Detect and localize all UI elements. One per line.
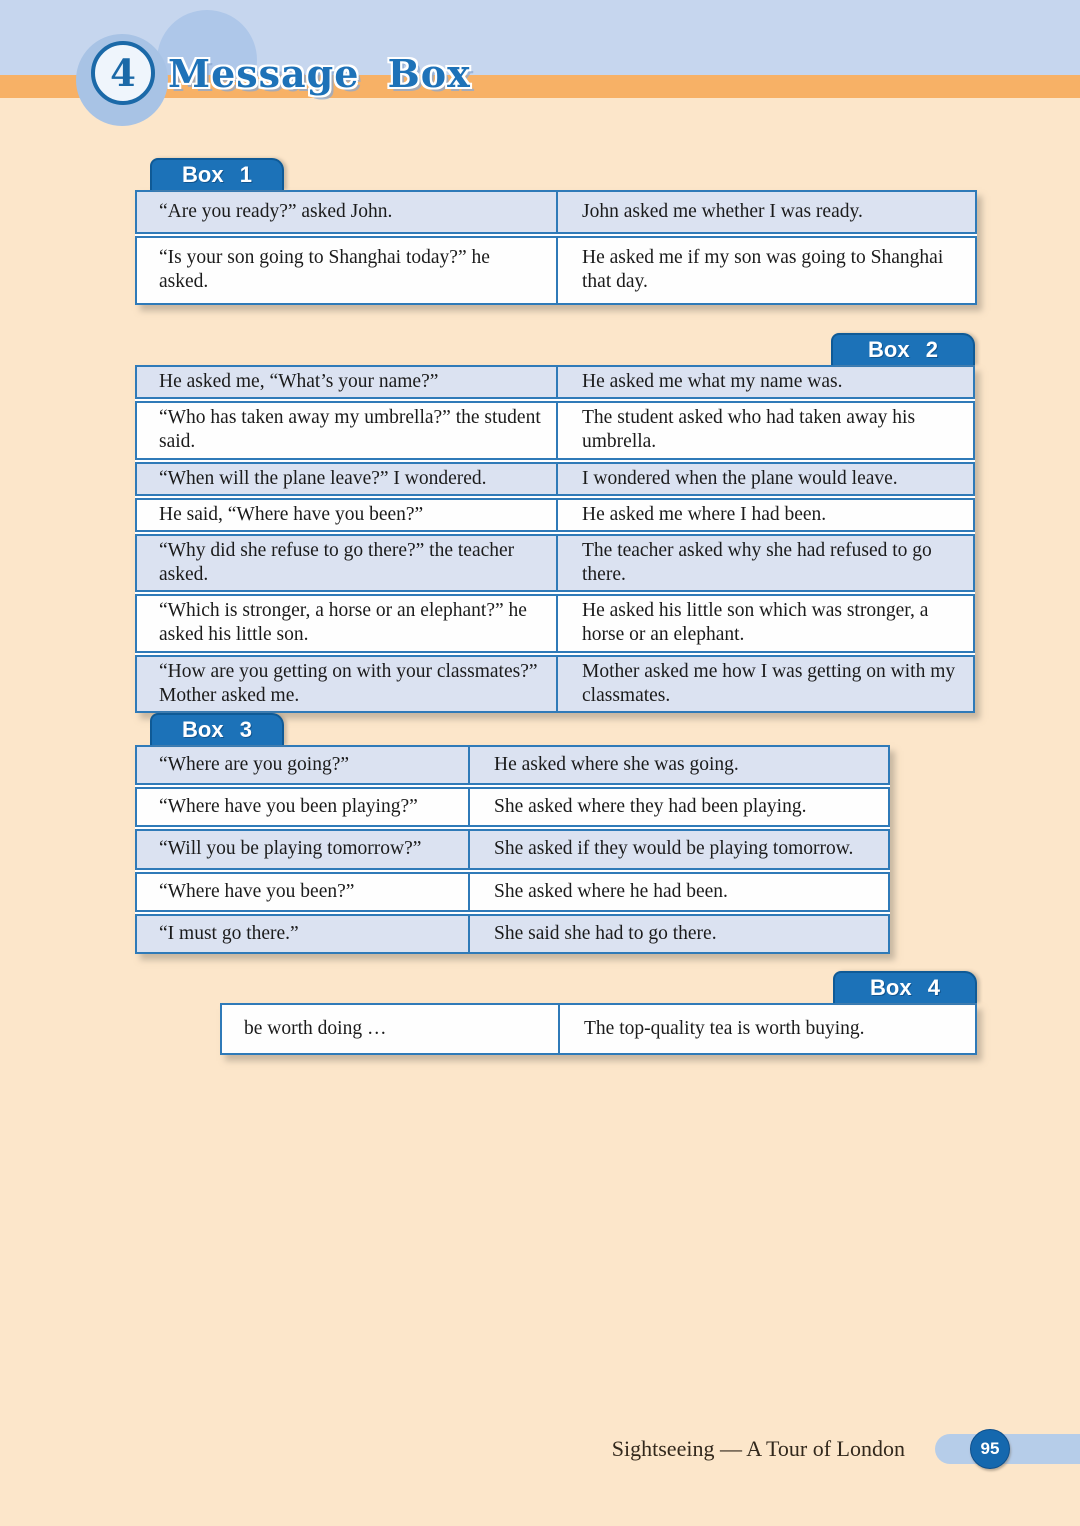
reported-speech-cell: He asked me where I had been. [582,503,827,525]
direct-speech-cell: “When will the plane leave?” I wondered. [137,464,558,494]
box-1-label: Box 1 [182,162,252,187]
direct-speech-cell: “Are you ready?” asked John. [137,192,558,232]
box-4 [220,971,977,1055]
box-1-tab [150,158,284,190]
table-row [135,745,890,785]
reported-speech-cell: The student asked who had taken away his umbrella. [582,407,916,453]
direct-speech-cell: “Where have you been?” [137,874,470,910]
table-row [135,594,975,652]
box-2 [135,333,975,713]
box-3-tab [150,713,284,745]
reported-speech-cell: She asked where they had been playing. [494,796,807,818]
table-row [135,534,975,592]
page-title: Message Box [168,51,471,96]
reported-speech-cell: I wondered when the plane would leave. [582,467,898,489]
direct-speech-cell: “Which is stronger, a horse or an elephant?” he asked his little son. [137,596,558,650]
box-2-label: Box 2 [868,337,938,362]
table-row [135,914,890,954]
box-1 [135,158,977,305]
reported-speech-cell: He asked me if my son was going to Shanghai that day. [582,247,944,293]
box-3-table [135,745,890,954]
table-row [135,655,975,713]
box-3 [135,713,890,954]
table-row [135,236,977,304]
table-row [135,829,890,869]
table-row [220,1003,977,1055]
reported-speech-cell: He asked where she was going. [494,754,739,775]
direct-speech-cell: He asked me, “What’s your name?” [137,367,558,397]
table-row [135,872,890,912]
reported-speech-cell: She asked if they would be playing tomorrow. [494,838,854,860]
unit-number-badge [91,41,155,105]
box-1-table [135,190,977,305]
table-row [135,462,975,496]
reported-speech-cell: John asked me whether I was ready. [582,201,863,222]
reported-speech-cell: Mother asked me how I was getting on with my classmates. [582,660,956,706]
table-row [135,787,890,827]
pattern-cell: be worth doing … [222,1005,560,1053]
page-number: 95 [980,1439,1000,1458]
direct-speech-cell: “Why did she refuse to go there?” the teacher asked. [137,536,558,590]
table-row [135,498,975,532]
direct-speech-cell: “Is your son going to Shanghai today?” he asked. [137,238,558,302]
reported-speech-cell: The teacher asked why she had refused to go there. [582,539,932,586]
footer-chapter-title: Sightseeing — A Tour of London [611,1436,905,1461]
box-4-label: Box 4 [870,975,940,1000]
direct-speech-cell: He said, “Where have you been?” [137,500,558,530]
box-4-table [220,1003,977,1055]
unit-number: 4 [110,51,136,95]
reported-speech-cell: He asked his little son which was stronger, a horse or an elephant. [582,600,929,646]
reported-speech-cell: She said she had to go there. [494,922,717,944]
direct-speech-cell: “I must go there.” [137,916,470,952]
direct-speech-cell: “Who has taken away my umbrella?” the student said. [137,403,558,457]
reported-speech-cell: She asked where he had been. [494,880,728,902]
box-2-tab [831,333,975,365]
page-number-badge [970,1429,1010,1469]
example-cell: The top-quality tea is worth buying. [584,1018,865,1039]
direct-speech-cell: “Where are you going?” [137,747,470,783]
reported-speech-cell: He asked me what my name was. [582,371,843,392]
box-4-tab [833,971,977,1003]
table-row [135,365,975,399]
direct-speech-cell: “How are you getting on with your classmates?” Mother asked me. [137,657,558,711]
table-row [135,401,975,459]
direct-speech-cell: “Where have you been playing?” [137,789,470,825]
direct-speech-cell: “Will you be playing tomorrow?” [137,831,470,867]
table-row [135,190,977,234]
box-2-table [135,365,975,713]
box-3-label: Box 3 [182,717,252,742]
